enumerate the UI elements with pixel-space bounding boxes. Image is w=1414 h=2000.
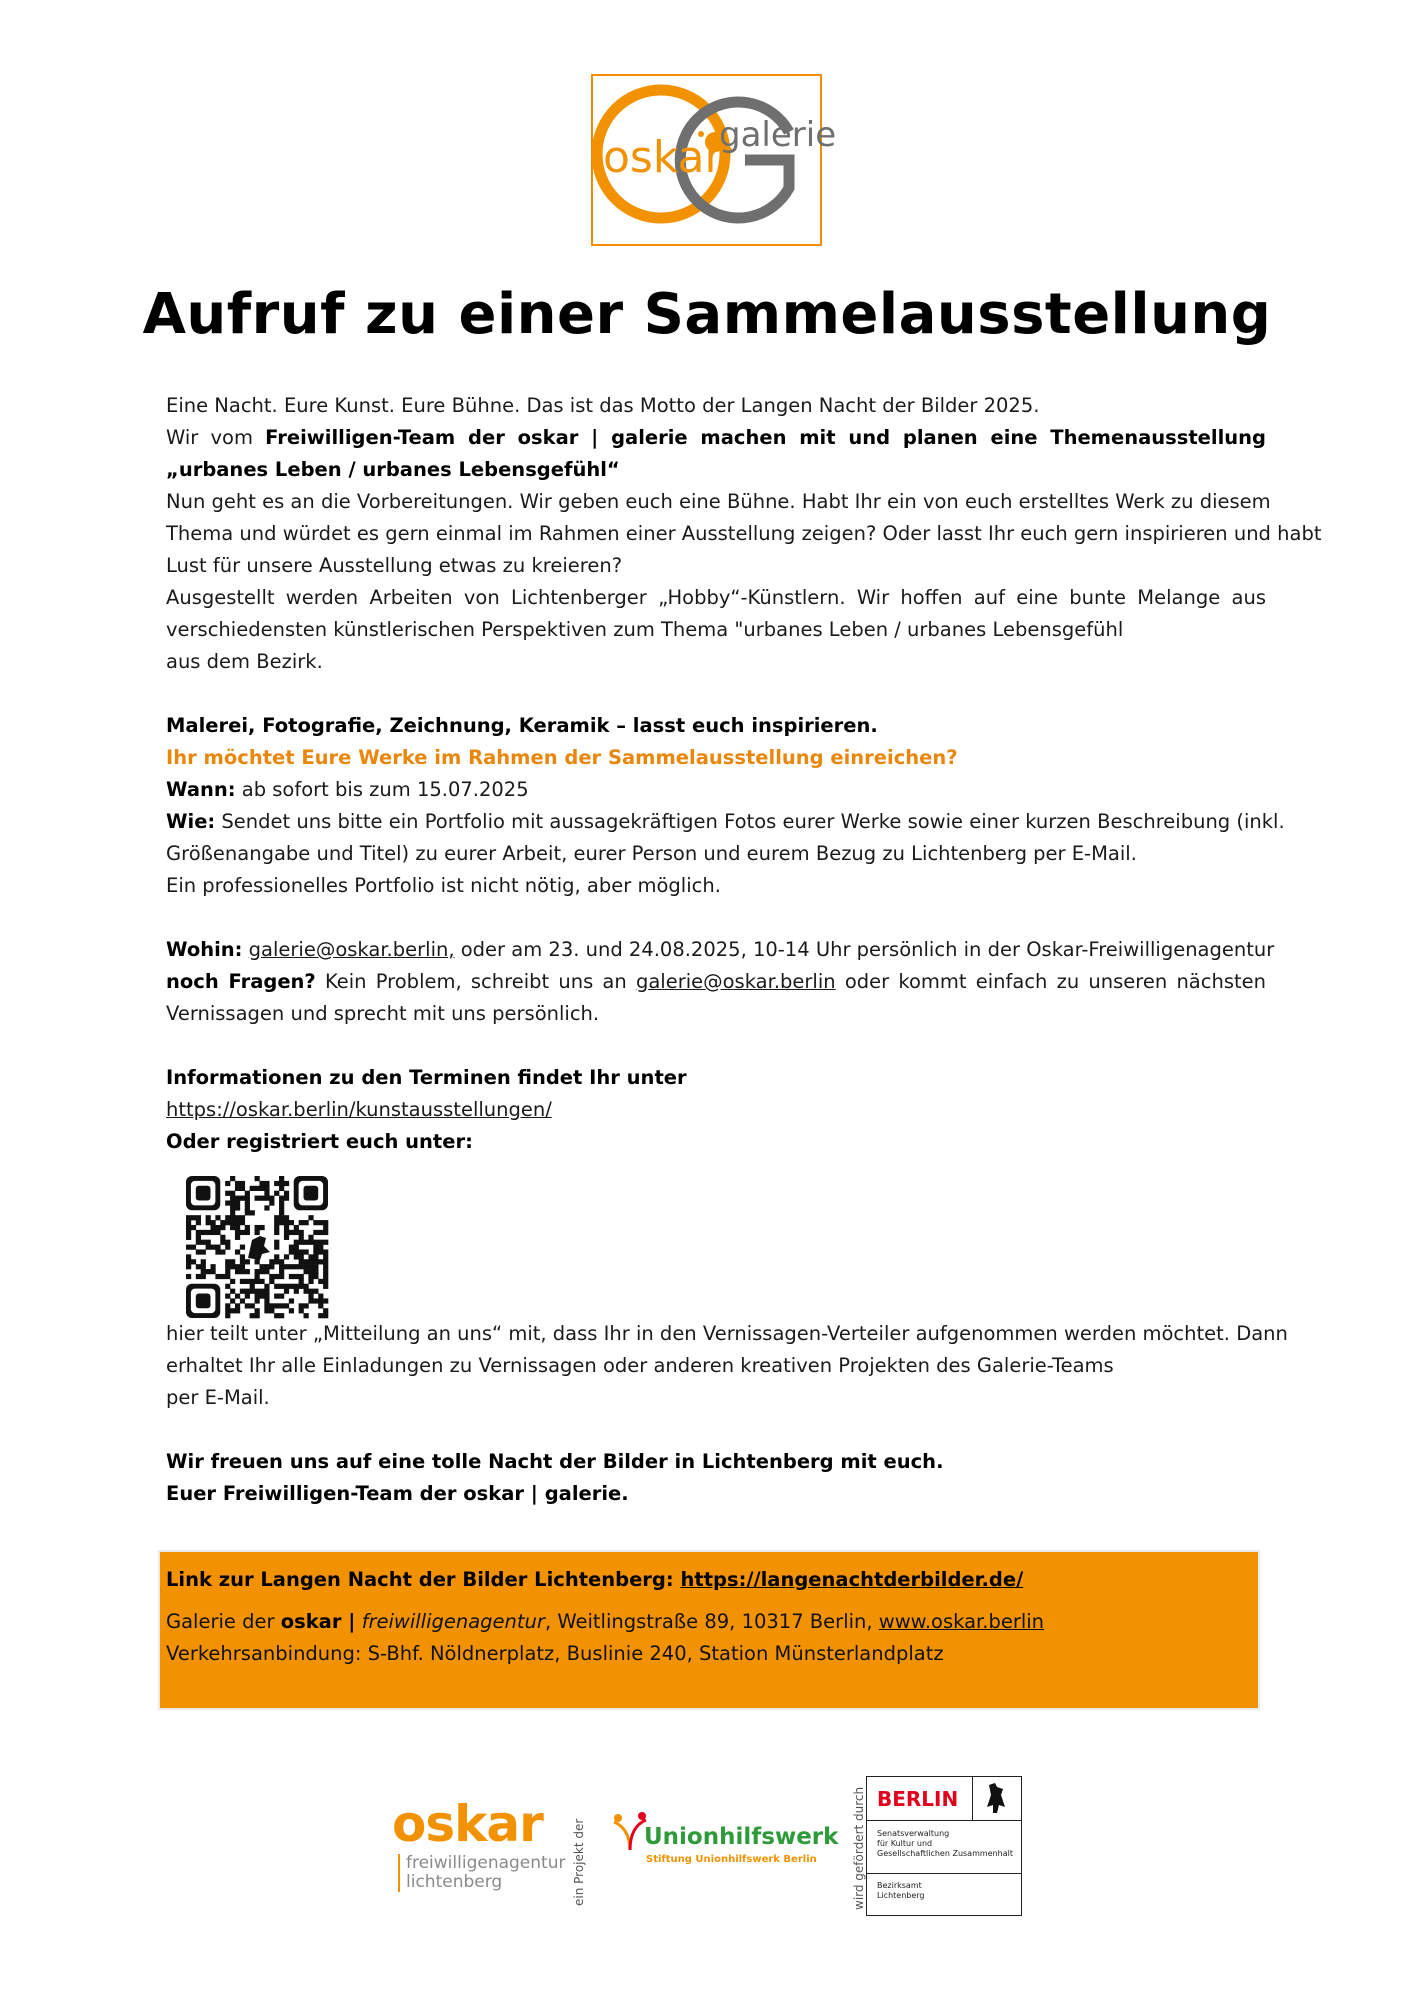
berlin-senat-logo xyxy=(866,1776,1022,1916)
intro-theme: „urbanes Leben / urbanes Lebensgefühl“ xyxy=(166,458,620,481)
after-qr-line-2: erhaltet Ihr alle Einladungen zu Vernissagen oder anderen kreativen Projekten des Galerie-Teams xyxy=(166,1354,1114,1377)
logo-word-galerie: galerie xyxy=(719,115,837,155)
oskar-galerie-logo xyxy=(591,74,837,246)
bezirk-line-2: Lichtenberg xyxy=(877,1891,925,1900)
wann-label: Wann: xyxy=(166,778,236,801)
unionhilfswerk-word: Unionhilfswerk xyxy=(644,1824,839,1850)
fragen-text-2: oder kommt einfach zu unseren nächsten xyxy=(835,970,1266,993)
oskar-logo-word: oskar xyxy=(392,1795,543,1853)
media-line: Malerei, Fotografie, Zeichnung, Keramik – lasst euch inspirieren. xyxy=(166,714,878,737)
logo-graphic xyxy=(593,76,837,248)
after-qr-line-1: hier teilt unter „Mitteilung an uns“ mit, dass Ihr in den Vernissagen-Verteiler aufgenommen werden möchtet. Dann xyxy=(166,1322,1288,1345)
oskar-website-link[interactable]: www.oskar.berlin xyxy=(878,1610,1045,1633)
intro-line-2 xyxy=(166,422,1266,454)
qr-code[interactable] xyxy=(186,1176,328,1318)
qr-finder-pattern xyxy=(294,1176,328,1210)
question-line: Ihr möchtet Eure Werke im Rahmen der Sammelausstellung einreichen? xyxy=(166,746,958,769)
wann-text: ab sofort bis zum 15.07.2025 xyxy=(235,778,529,801)
footer-addr-d: , Weitlingstraße 89, 10317 Berlin, xyxy=(544,1610,879,1633)
footer-link-line xyxy=(166,1564,1246,1596)
fragen-line-1 xyxy=(166,966,1266,998)
qr-center-icon xyxy=(248,1236,270,1260)
wie-text: Sendet uns bitte ein Portfolio mit aussagekräftigen Fotos eurer Werke sowie einer kurzen Beschreibung (inkl. xyxy=(215,810,1285,833)
wohin-text: oder am 23. und 24.08.2025, 10-14 Uhr persönlich in der Oskar-Freiwilligenagentur xyxy=(454,938,1275,961)
senat-line-1: Senatsverwaltung xyxy=(877,1829,950,1838)
footer-addr-b: oskar | xyxy=(280,1610,356,1633)
intro-line-7: Ausgestellt werden Arbeiten von Lichtenberger „Hobby“-Künstlern. Wir hoffen auf eine bunte Melange aus xyxy=(166,586,1266,609)
fragen-line-2: Vernissagen und sprecht mit uns persönlich. xyxy=(166,1002,600,1025)
wohin-label: Wohin: xyxy=(166,938,243,961)
fragen-text-1: Kein Problem, schreibt uns an xyxy=(315,970,636,993)
page-title: Aufruf zu einer Sammelausstellung xyxy=(142,282,1272,347)
oskar-logo-sub1: freiwilligenagentur xyxy=(406,1853,566,1873)
intro-line-9: aus dem Bezirk. xyxy=(166,650,323,673)
footer-transit-line: Verkehrsanbindung: S-Bhf. Nöldnerplatz, Buslinie 240, Station Münsterlandplatz xyxy=(166,1642,944,1665)
wie-line-1 xyxy=(166,806,1285,838)
unionhilfswerk-sub: Stiftung Unionhilfswerk Berlin xyxy=(646,1854,817,1865)
intro-line-5: Thema und würdet es gern einmal im Rahmen einer Ausstellung zeigen? Oder lasst Ihr euch gern inspirieren und habt xyxy=(166,522,1322,545)
qr-finder-pattern xyxy=(186,1284,220,1318)
wie-line-2: Größenangabe und Titel) zu eurer Arbeit, eurer Person und eurem Bezug zu Lichtenberg per E-Mail. xyxy=(166,842,1137,865)
oskar-logo-sub2: lichtenberg xyxy=(406,1872,503,1892)
senat-line-3: Gesellschaftlichen Zusammenhalt xyxy=(877,1849,1013,1858)
kunstausstellungen-link[interactable]: https://oskar.berlin/kunstausstellungen/ xyxy=(166,1098,552,1121)
closing-line-2: Euer Freiwilligen-Team der oskar | galerie. xyxy=(166,1482,629,1505)
footer-address-line xyxy=(166,1606,1246,1638)
projekt-label: ein Projekt der xyxy=(572,1818,586,1906)
footer-addr-c: freiwilligenagentur xyxy=(355,1610,545,1633)
intro-line-4: Nun geht es an die Vorbereitungen. Wir geben euch eine Bühne. Habt Ihr ein von euch erstelltes Werk zu diesem xyxy=(166,490,1271,513)
after-qr-line-3: per E-Mail. xyxy=(166,1386,270,1409)
qr-finder-pattern xyxy=(186,1176,220,1210)
register-line: Oder registriert euch unter: xyxy=(166,1130,473,1153)
wohin-line xyxy=(166,934,1275,966)
wie-line-3: Ein professionelles Portfolio ist nicht nötig, aber möglich. xyxy=(166,874,721,897)
intro-line-1: Eine Nacht. Eure Kunst. Eure Bühne. Das ist das Motto der Langen Nacht der Bilder 2025. xyxy=(166,394,1040,417)
intro-line-8: verschiedensten künstlerischen Perspektiven zum Thema "urbanes Leben / urbanes Lebensgefühl xyxy=(166,618,1124,641)
info-heading: Informationen zu den Terminen findet Ihr unter xyxy=(166,1066,687,1089)
unionhilfswerk-logo xyxy=(610,1810,839,1890)
berlin-bear-icon xyxy=(973,1777,1021,1821)
senat-line-2: für Kultur und xyxy=(877,1839,933,1848)
langenacht-link[interactable]: https://langenachtderbilder.de/ xyxy=(680,1568,1024,1591)
gefoerdert-label: wird gefördert durch xyxy=(852,1786,866,1910)
intro-line-2-start: Wir vom xyxy=(166,426,266,449)
footer-addr-a: Galerie der xyxy=(166,1610,281,1633)
oskar-freiwilligenagentur-logo xyxy=(392,1795,572,1898)
wie-label: Wie: xyxy=(166,810,216,833)
qr-code-graphic xyxy=(186,1176,328,1318)
footer-link-label: Link zur Langen Nacht der Bilder Lichtenberg: xyxy=(166,1568,681,1591)
bezirk-line-1: Bezirksamt xyxy=(877,1881,922,1890)
wohin-email-link[interactable]: galerie@oskar.berlin, xyxy=(248,938,455,961)
fragen-label: noch Fragen? xyxy=(166,970,316,993)
fragen-email-link[interactable]: galerie@oskar.berlin xyxy=(635,970,836,993)
intro-team-bold: Freiwilligen-Team der oskar | galerie machen mit und planen eine Themenausstellung xyxy=(265,426,1267,449)
closing-line-1: Wir freuen uns auf eine tolle Nacht der Bilder in Lichtenberg mit euch. xyxy=(166,1450,944,1473)
intro-line-6: Lust für unsere Ausstellung etwas zu kreieren? xyxy=(166,554,623,577)
wann-line xyxy=(166,774,1266,806)
logo-word-oskar: oskar xyxy=(603,132,723,183)
berlin-word: BERLIN xyxy=(867,1777,973,1821)
